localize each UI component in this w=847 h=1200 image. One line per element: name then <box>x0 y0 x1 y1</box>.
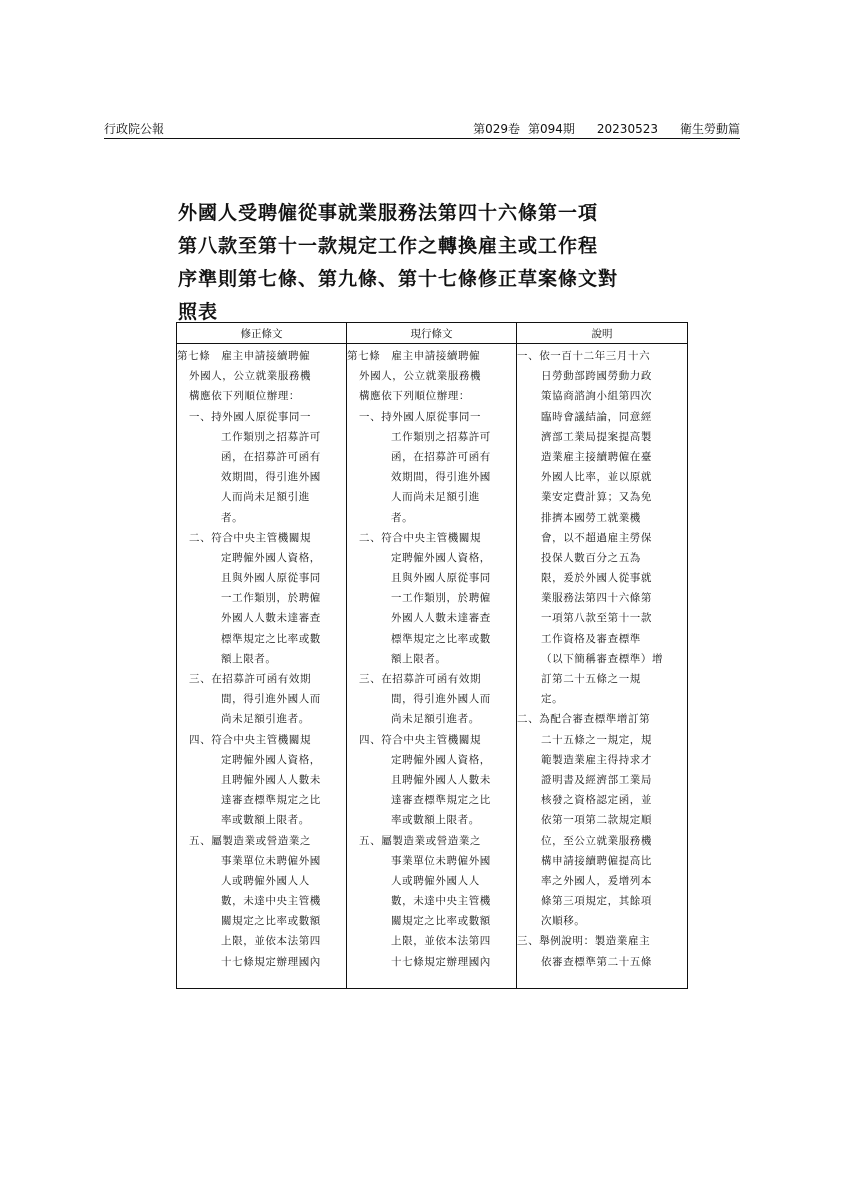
text-line: 一工作類別，於聘僱 <box>391 592 491 605</box>
text-line: 額上限者。 <box>391 652 447 665</box>
text-line: 者。 <box>391 511 414 524</box>
text-line: 且與外國人原從事同 <box>391 572 491 585</box>
text-line: 定。 <box>541 693 564 706</box>
title-line: 照表 <box>178 301 219 323</box>
text-line: 尚未足額引進者。 <box>221 713 310 726</box>
text-line: 定聘僱外國人資格， <box>391 753 491 766</box>
text-line: 標準規定之比率或數 <box>391 632 491 645</box>
text-line: 間，得引進外國人而 <box>391 693 491 706</box>
text-line: 一工作類別，於聘僱 <box>221 592 321 605</box>
text-line: 外國人人數未達審查 <box>221 612 321 625</box>
text-line: 率之外國人，爰增列本 <box>541 874 652 887</box>
text-line: 投保人數百分之五為 <box>541 551 641 564</box>
text-line: 上限，並依本法第四 <box>221 935 321 948</box>
text-line: 會，以不超過雇主勞保 <box>541 531 652 544</box>
text-line: 一、持外國人原從事同一 <box>189 410 312 423</box>
text-line: （以下簡稱審查標準）增 <box>541 652 664 665</box>
text-line: 外國人人數未達審查 <box>391 612 491 625</box>
text-line: 濟部工業局提案提高製 <box>541 430 652 443</box>
page-header <box>104 120 740 139</box>
text-line: 造業雇主接續聘僱在臺 <box>541 450 652 463</box>
text-line: 排擠本國勞工就業機 <box>541 511 641 524</box>
text-line: 定聘僱外國人資格， <box>221 753 321 766</box>
text-line: 事業單位未聘僱外國 <box>221 854 321 867</box>
text-line: 三、在招募許可函有效期 <box>189 673 312 685</box>
comparison-table <box>176 322 688 989</box>
header-explanation: 說明 <box>517 323 688 344</box>
text-line: 額上限者。 <box>221 652 277 665</box>
issue-info <box>473 120 740 137</box>
text-line: 五、屬製造業或營造業之 <box>359 834 482 847</box>
text-line: 業服務法第四十六條第 <box>541 592 652 605</box>
text-line: 標準規定之比率或數 <box>221 632 321 645</box>
text-line: 十七條規定辦理國內 <box>391 955 491 968</box>
title-line: 外國人受聘僱從事就業服務法第四十六條第一項 <box>178 202 599 224</box>
header-current: 現行條文 <box>347 323 517 344</box>
text-line: 十七條規定辦理國內 <box>221 955 321 968</box>
text-line: 工作類別之招募許可 <box>391 430 491 443</box>
publication-date: 20230523 <box>596 122 658 136</box>
text-line: 第七條 雇主申請接續聘僱 <box>347 350 481 362</box>
text-line: 構申請接續聘僱提高比 <box>541 854 652 867</box>
header-amended: 修正條文 <box>177 323 347 344</box>
text-line: 間，得引進外國人而 <box>221 693 321 706</box>
text-line: 核發之資格認定函，並 <box>541 794 652 807</box>
text-line: 次順移。 <box>541 915 586 928</box>
text-line: 訂第二十五條之一規 <box>541 673 641 685</box>
text-line: 構應依下列順位辦理： <box>189 390 300 403</box>
text-line: 效期間，得引進外國 <box>391 471 491 484</box>
text-line: 定聘僱外國人資格， <box>221 551 321 564</box>
text-line: 上限，並依本法第四 <box>391 935 491 948</box>
text-line: 且聘僱外國人人數未 <box>221 773 321 786</box>
text-line: 且與外國人原從事同 <box>221 572 321 585</box>
text-line: 者。 <box>221 511 244 524</box>
text-line: 依審查標準第二十五條 <box>541 955 652 968</box>
text-line: 位，至公立就業服務機 <box>541 834 652 847</box>
text-line: 達審查標準規定之比 <box>221 794 321 807</box>
text-line: 一、依一百十二年三月十六 <box>517 350 651 362</box>
text-line: 效期間，得引進外國 <box>221 471 321 484</box>
text-line: 函，在招募許可函有 <box>221 450 321 463</box>
text-line: 達審查標準規定之比 <box>391 794 491 807</box>
text-line: 策協商諮詢小組第四次 <box>541 390 652 403</box>
text-line: 二、符合中央主管機關規 <box>189 531 312 544</box>
text-line: 函，在招募許可函有 <box>391 450 491 463</box>
text-line: 率或數額上限者。 <box>391 814 480 827</box>
explanation-cell <box>517 344 688 989</box>
text-line: 證明書及經濟部工業局 <box>541 773 652 786</box>
publication-name: 行政院公報 <box>104 122 165 136</box>
text-line: 三、在招募許可函有效期 <box>359 673 482 685</box>
text-line: 數，未達中央主管機 <box>221 895 321 908</box>
text-line: 條第三項規定，其餘項 <box>541 895 652 908</box>
text-line: 人或聘僱外國人人 <box>391 874 480 887</box>
text-line: 關規定之比率或數額 <box>391 915 491 928</box>
text-line: 一項第八款至第十一款 <box>541 612 652 625</box>
text-line: 二、符合中央主管機關規 <box>359 531 482 544</box>
text-line: 二十五條之一規定，規 <box>541 733 652 746</box>
text-line: 第七條 雇主申請接續聘僱 <box>177 350 311 362</box>
title-line: 序準則第七條、第九條、第十七條修正草案條文對 <box>178 268 619 290</box>
text-line: 工作類別之招募許可 <box>221 430 321 443</box>
text-line: 關規定之比率或數額 <box>221 915 321 928</box>
text-line: 業安定費計算；又為免 <box>541 491 652 504</box>
text-line: 構應依下列順位辦理： <box>359 390 470 403</box>
section-name: 衛生勞動篇 <box>679 122 740 136</box>
text-line: 數，未達中央主管機 <box>391 895 491 908</box>
text-line: 人而尚未足額引進 <box>221 491 310 504</box>
issue-number: 第094期 <box>528 122 575 136</box>
amended-text-cell <box>177 344 347 989</box>
text-line: 四、符合中央主管機關規 <box>359 733 482 746</box>
text-line: 人或聘僱外國人人 <box>221 874 310 887</box>
text-line: 且聘僱外國人人數未 <box>391 773 491 786</box>
text-line: 四、符合中央主管機關規 <box>189 733 312 746</box>
table-row <box>177 344 688 989</box>
volume-number: 第029卷 <box>473 122 520 136</box>
text-line: 依第一項第二款規定順 <box>541 814 652 827</box>
document-title <box>178 197 698 329</box>
text-line: 三、舉例說明：製造業雇主 <box>517 935 651 948</box>
text-line: 人而尚未足額引進 <box>391 491 480 504</box>
text-line: 範製造業雇主得持求才 <box>541 753 652 766</box>
text-line: 一、持外國人原從事同一 <box>359 410 482 423</box>
text-line: 事業單位未聘僱外國 <box>391 854 491 867</box>
text-line: 定聘僱外國人資格， <box>391 551 491 564</box>
table-header-row <box>177 323 688 344</box>
text-line: 日勞動部跨國勞動力政 <box>541 370 652 383</box>
text-line: 臨時會議結論，同意經 <box>541 410 652 423</box>
text-line: 外國人，公立就業服務機 <box>189 370 312 383</box>
text-line: 二、為配合審查標準增訂第 <box>517 713 651 726</box>
text-line: 限，爰於外國人從事就 <box>541 572 652 585</box>
text-line: 工作資格及審查標準 <box>541 632 641 645</box>
text-line: 外國人比率，並以原就 <box>541 471 652 484</box>
title-line: 第八款至第十一款規定工作之轉換雇主或工作程 <box>178 235 599 257</box>
text-line: 五、屬製造業或營造業之 <box>189 834 312 847</box>
text-line: 率或數額上限者。 <box>221 814 310 827</box>
current-text-cell <box>347 344 517 989</box>
text-line: 外國人，公立就業服務機 <box>359 370 482 383</box>
text-line: 尚未足額引進者。 <box>391 713 480 726</box>
